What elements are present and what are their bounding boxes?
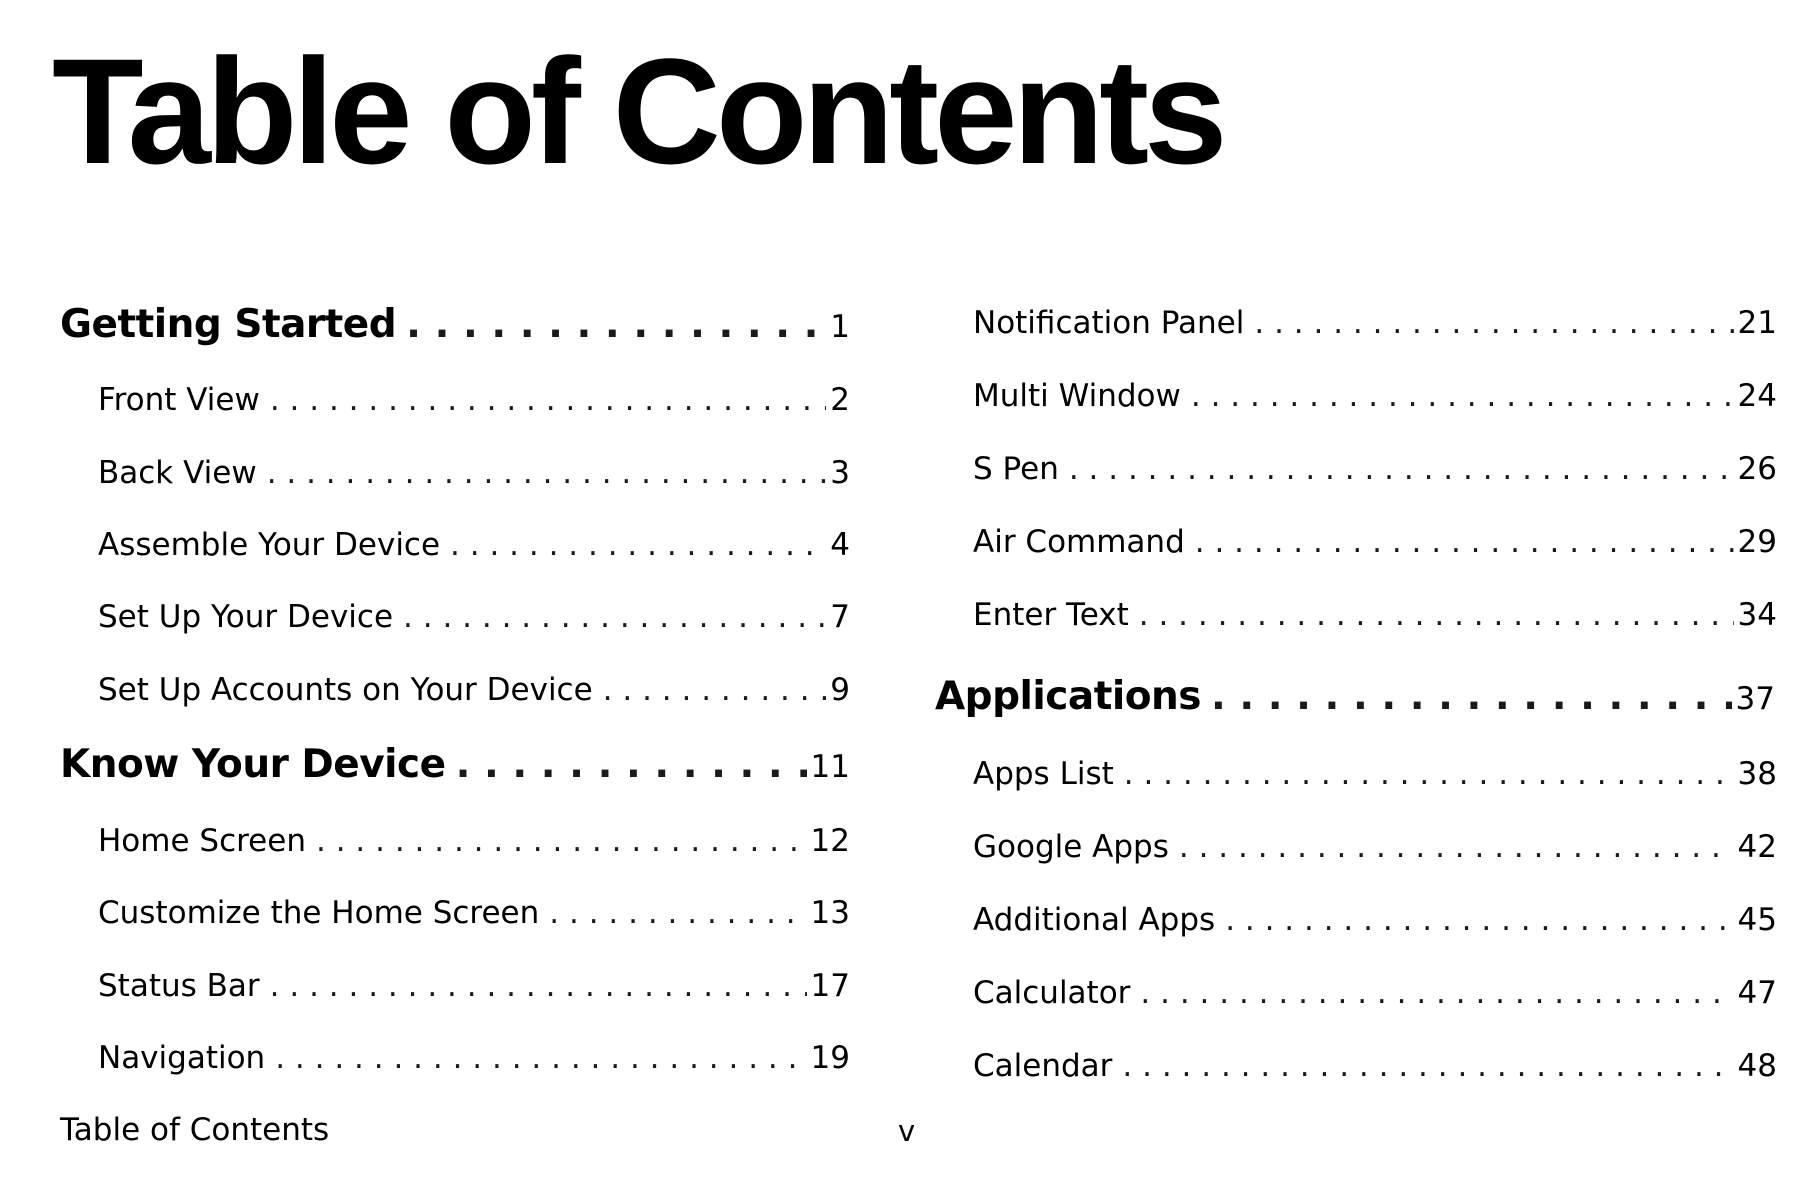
dot-leader [270,382,826,418]
toc-entry-page: 26 [1737,451,1777,487]
dot-leader [1254,305,1733,341]
dot-leader [456,742,807,787]
dot-leader [1191,378,1734,414]
toc-entry-page: 12 [810,823,850,859]
dot-leader [406,302,826,347]
toc-entry-label: Multi Window [973,378,1181,414]
toc-entry-page: 11 [810,749,850,785]
toc-entry-apps-list[interactable] [973,756,1777,800]
dot-leader [1124,756,1734,792]
toc-entry-back-view[interactable] [98,455,850,499]
dot-leader [1179,829,1734,865]
toc-entry-label: Air Command [973,524,1185,560]
toc-entry-page: 2 [830,382,850,418]
dot-leader [1211,674,1732,719]
page-title: Table of Contents [52,27,1223,195]
toc-entry-label: Calendar [973,1048,1113,1084]
dot-leader [1140,975,1733,1011]
toc-entry-page: 7 [830,599,850,635]
dot-leader [275,1040,806,1076]
toc-entry-google-apps[interactable] [973,829,1777,873]
toc-entry-label: Apps List [973,756,1114,792]
toc-entry-page: 9 [830,672,850,708]
dot-leader [1069,451,1734,487]
toc-entry-page: 1 [830,309,850,345]
toc-entry-page: 38 [1737,756,1777,792]
toc-entry-page: 4 [830,527,850,563]
dot-leader [1195,524,1734,560]
toc-entry-label: Navigation [98,1040,266,1076]
toc-entry-getting-started[interactable] [60,302,850,354]
toc-entry-enter-text[interactable] [973,597,1777,641]
toc-entry-page: 48 [1737,1048,1777,1084]
toc-entry-label: Home Screen [98,823,306,859]
toc-entry-s-pen[interactable] [973,451,1777,495]
toc-entry-front-view[interactable] [98,382,850,426]
toc-entry-calendar[interactable] [973,1048,1777,1092]
dot-leader [267,455,827,491]
dot-leader [316,823,807,859]
toc-entry-label: Notification Panel [973,305,1245,341]
toc-entry-page: 21 [1737,305,1777,341]
toc-entry-navigation[interactable] [98,1040,850,1084]
toc-entry-label: Getting Started [60,302,397,347]
toc-entry-label: Applications [935,674,1201,719]
dot-leader [549,895,806,931]
toc-entry-page: 17 [810,968,850,1004]
toc-entry-notification-panel[interactable] [973,305,1777,349]
toc-entry-page: 42 [1737,829,1777,865]
dot-leader [1225,902,1733,938]
toc-entry-page: 37 [1735,681,1775,717]
toc-entry-label: Additional Apps [973,902,1216,938]
toc-entry-label: S Pen [973,451,1059,487]
dot-leader [1139,597,1734,633]
dot-leader [1122,1048,1733,1084]
toc-entry-set-up-accounts[interactable] [98,672,850,716]
toc-entry-label: Assemble Your Device [98,527,441,563]
toc-entry-label: Set Up Accounts on Your Device [98,672,593,708]
toc-entry-set-up-your-device[interactable] [98,599,850,643]
toc-entry-air-command[interactable] [973,524,1777,568]
dot-leader [403,599,826,635]
toc-entry-page: 45 [1737,902,1777,938]
toc-entry-additional-apps[interactable] [973,902,1777,946]
toc-entry-know-your-device[interactable] [60,742,850,794]
toc-entry-label: Customize the Home Screen [98,895,540,931]
toc-entry-applications[interactable] [935,674,1775,726]
toc-entry-assemble-your-device[interactable] [98,527,850,571]
dot-leader [270,968,807,1004]
toc-entry-label: Calculator [973,975,1131,1011]
toc-entry-page: 29 [1737,524,1777,560]
dot-leader [603,672,827,708]
toc-entry-page: 34 [1737,597,1777,633]
toc-entry-page: 3 [830,455,850,491]
toc-entry-label: Enter Text [973,597,1129,633]
dot-leader [450,527,826,563]
toc-entry-status-bar[interactable] [98,968,850,1012]
footer-page-number: v [898,1114,916,1148]
toc-entry-home-screen[interactable] [98,823,850,867]
toc-entry-label: Status Bar [98,968,260,1004]
toc-entry-page: 19 [810,1040,850,1076]
toc-entry-page: 24 [1737,378,1777,414]
toc-entry-customize-home-screen[interactable] [98,895,850,939]
toc-entry-page: 47 [1737,975,1777,1011]
footer-section-label: Table of Contents [60,1112,330,1148]
toc-entry-label: Front View [98,382,260,418]
toc-entry-label: Back View [98,455,257,491]
toc-entry-multi-window[interactable] [973,378,1777,422]
toc-entry-label: Know Your Device [60,742,446,787]
toc-entry-label: Google Apps [973,829,1169,865]
toc-entry-page: 13 [810,895,850,931]
toc-entry-calculator[interactable] [973,975,1777,1019]
toc-entry-label: Set Up Your Device [98,599,394,635]
